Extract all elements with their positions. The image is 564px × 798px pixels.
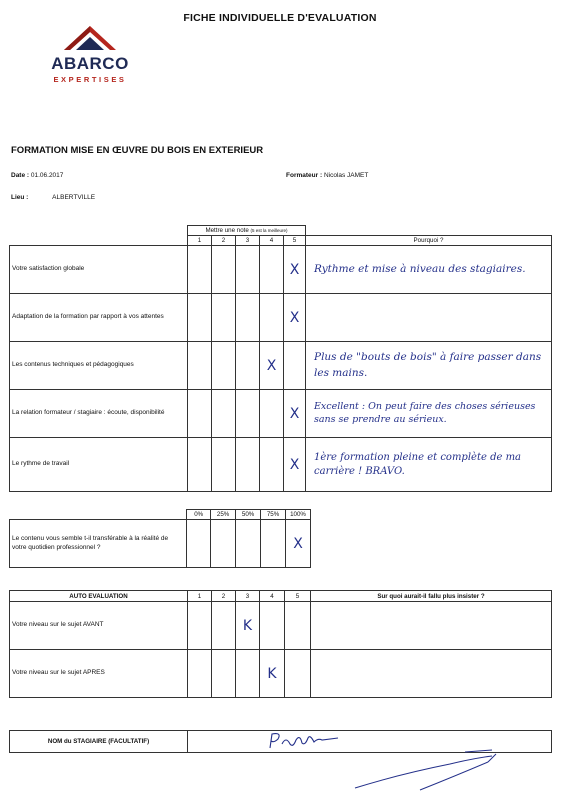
score-mark[interactable]: X (284, 294, 306, 342)
transfer-scale-100: 100% (286, 510, 311, 520)
document-title: FICHE INDIVIDUELLE D'EVALUATION (183, 12, 377, 24)
scale-4: 4 (260, 236, 284, 246)
scale-1: 1 (188, 236, 212, 246)
transfer-scale-75: 75% (261, 510, 286, 520)
criterion-label: Votre satisfaction globale (10, 246, 188, 294)
comment-text[interactable]: Plus de "bouts de bois" à faire passer dans les mains. (306, 342, 552, 390)
self-scale-3: 3 (236, 591, 260, 602)
date-label: Date : (11, 172, 30, 179)
criterion-label: Le rythme de travail (10, 438, 188, 492)
level-before-mark[interactable]: K (236, 602, 260, 650)
scale-2: 2 (212, 236, 236, 246)
table-row (10, 342, 552, 390)
self-scale-2: 2 (212, 591, 236, 602)
trainer-field (286, 172, 368, 179)
transfer-scale-50: 50% (236, 510, 261, 520)
logo-tagline: EXPERTISES (53, 75, 127, 84)
table-row (10, 246, 552, 294)
place-value: ALBERTVILLE (52, 194, 96, 201)
criterion-label: Adaptation de la formation par rapport à vos attentes (10, 294, 188, 342)
insist-answer-after[interactable] (311, 650, 552, 698)
course-title: FORMATION MISE EN ŒUVRE DU BOIS EN EXTERIEUR (11, 145, 264, 156)
score-mark[interactable]: X (284, 246, 306, 294)
score-mark[interactable]: X (260, 342, 284, 390)
self-eval-header: AUTO EVALUATION (10, 591, 188, 602)
level-before-label: Votre niveau sur le sujet AVANT (10, 602, 188, 650)
insist-answer-before[interactable] (311, 602, 552, 650)
table-row (10, 650, 552, 698)
transfer-mark[interactable]: X (286, 520, 311, 568)
table-row (10, 390, 552, 438)
criterion-label: La relation formateur / stagiaire : écoute, disponibilité (10, 390, 188, 438)
comment-text[interactable]: 1ère formation pleine et complète de ma carrière ! BRAVO. (306, 438, 552, 492)
level-after-mark[interactable]: K (260, 650, 285, 698)
comment-text[interactable] (306, 294, 552, 342)
why-header: Pourquoi ? (306, 236, 552, 246)
transfer-question: Le contenu vous semble t-il transférable à la réalité de votre quotidien professionnel ? (10, 520, 187, 568)
trainee-name-label: NOM du STAGIAIRE (FACULTATIF) (10, 731, 188, 753)
table-row (10, 520, 311, 568)
self-scale-4: 4 (260, 591, 285, 602)
self-scale-1: 1 (188, 591, 212, 602)
insist-header: Sur quoi aurait-il fallu plus insister ? (311, 591, 552, 602)
rating-group-header: Mettre une note (5 est la meilleure) (188, 226, 306, 236)
trainer-value: Nicolas JAMET (323, 172, 369, 179)
rating-table (9, 225, 552, 492)
company-logo (40, 14, 140, 94)
table-row (10, 602, 552, 650)
place-field (11, 194, 95, 201)
trainer-label: Formateur : (286, 172, 323, 179)
scale-5: 5 (284, 236, 306, 246)
score-mark[interactable]: X (284, 438, 306, 492)
self-eval-table (9, 590, 552, 698)
logo-wordmark: ABARCO (51, 54, 129, 73)
transfer-table (9, 509, 311, 568)
transfer-scale-25: 25% (211, 510, 236, 520)
date-value: 01.06.2017 (30, 172, 64, 179)
level-after-label: Votre niveau sur le sujet APRES (10, 650, 188, 698)
score-mark[interactable]: X (284, 390, 306, 438)
table-row (10, 294, 552, 342)
comment-text[interactable]: Excellent : On peut faire des choses sérieuses sans se prendre au sérieux. (306, 390, 552, 438)
self-scale-5: 5 (285, 591, 311, 602)
scale-3: 3 (236, 236, 260, 246)
signature-image (260, 728, 510, 794)
date-field (11, 172, 63, 179)
place-label: Lieu : (11, 194, 29, 201)
table-row (10, 438, 552, 492)
criterion-label: Les contenus techniques et pédagogiques (10, 342, 188, 390)
transfer-scale-0: 0% (187, 510, 211, 520)
comment-text[interactable]: Rythme et mise à niveau des stagiaires. (306, 246, 552, 294)
